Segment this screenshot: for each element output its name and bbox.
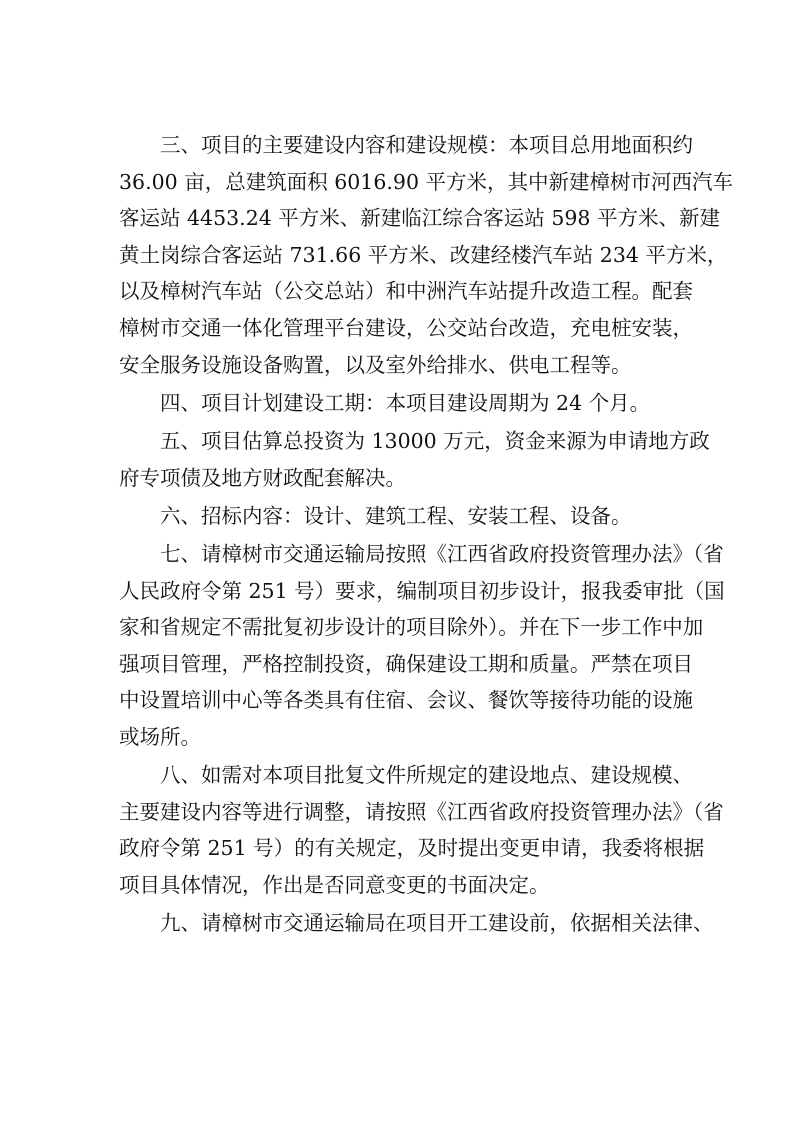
- paragraph-line: 家和省规定不需批复初步设计的项目除外）。并在下一步工作中加: [119, 615, 704, 640]
- paragraph-line: 五、项目估算总投资为 13000 万元，资金来源为申请地方政: [160, 428, 710, 453]
- paragraph-section-7: [119, 536, 725, 756]
- paragraph-line: 七、请樟树市交通运输局按照《江西省政府投资管理办法》（省: [160, 541, 724, 566]
- paragraph-line: 四、项目计划建设工期：本项目建设周期为 24 个月。: [160, 390, 651, 415]
- paragraph-line: 主要建设内容等进行调整，请按照《江西省政府投资管理办法》（省: [119, 799, 724, 824]
- paragraph-line: 安全服务设施设备购置，以及室外给排水、供电工程等。: [119, 352, 632, 377]
- paragraph-line: 政府令第 251 号）的有关规定，及时提出变更申请，我委将根据: [119, 836, 705, 861]
- paragraph-line: 或场所。: [119, 724, 201, 749]
- document-body: [119, 127, 734, 942]
- paragraph-line: 府专项债及地方财政配套解决。: [119, 465, 406, 490]
- paragraph-line: 项目具体情况，作出是否同意变更的书面决定。: [119, 872, 550, 897]
- paragraph-section-3: [119, 127, 734, 383]
- paragraph-line: 36.00 亩，总建筑面积 6016.90 平方米，其中新建樟树市河西汽车: [119, 169, 734, 194]
- paragraph-section-9: [119, 905, 714, 942]
- paragraph-line: 以及樟树汽车站（公交总站）和中洲汽车站提升改造工程。配套: [119, 279, 693, 304]
- paragraph-line: 六、招标内容：设计、建筑工程、安装工程、设备。: [160, 503, 632, 528]
- paragraph-line: 樟树市交通一体化管理平台建设，公交站台改造，充电桩安装，: [119, 315, 693, 340]
- paragraph-line: 九、请樟树市交通运输局在项目开工建设前，依据相关法律、: [160, 911, 714, 936]
- paragraph-section-5: [119, 423, 710, 496]
- paragraph-line: 中设置培训中心等各类具有住宿、会议、餐饮等接待功能的设施: [119, 688, 693, 713]
- paragraph-line: 三、项目的主要建设内容和建设规模：本项目总用地面积约: [160, 133, 693, 157]
- paragraph-line: 八、如需对本项目批复文件所规定的建设地点、建设规模、: [160, 763, 693, 788]
- paragraph-section-8: [119, 757, 724, 903]
- paragraph-line: 客运站 4453.24 平方米、新建临江综合客运站 598 平方米、新建: [119, 206, 720, 231]
- paragraph-line: 强项目管理，严格控制投资，确保建设工期和质量。严禁在项目: [119, 651, 693, 676]
- paragraph-section-6: [119, 498, 691, 535]
- paragraph-line: 人民政府令第 251 号）要求，编制项目初步设计，报我委审批（国: [119, 578, 725, 603]
- paragraph-line: 黄土岗综合客运站 731.66 平方米、改建经楼汽车站 234 平方米，: [119, 242, 728, 267]
- paragraph-section-4: [119, 385, 691, 422]
